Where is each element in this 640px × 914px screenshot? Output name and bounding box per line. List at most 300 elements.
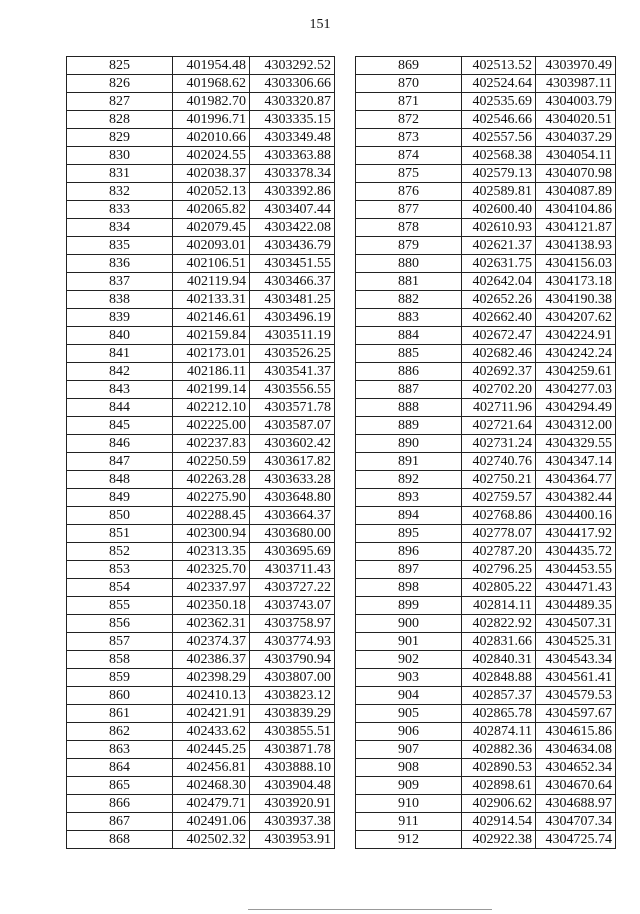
- table-row: [67, 75, 335, 93]
- table-row: [67, 309, 335, 327]
- x-coordinate: 402038.37: [173, 165, 250, 183]
- x-coordinate: 402805.22: [462, 579, 536, 597]
- x-coordinate: 402822.92: [462, 615, 536, 633]
- x-coordinate: 402065.82: [173, 201, 250, 219]
- x-coordinate: 402579.13: [462, 165, 536, 183]
- y-coordinate: 4304003.79: [536, 93, 616, 111]
- x-coordinate: 402300.94: [173, 525, 250, 543]
- point-number: 831: [67, 165, 173, 183]
- point-number: 881: [356, 273, 462, 291]
- table-row: [67, 165, 335, 183]
- point-number: 868: [67, 831, 173, 849]
- table-row: [67, 273, 335, 291]
- point-number: 836: [67, 255, 173, 273]
- table-row: [356, 75, 616, 93]
- table-row: [356, 255, 616, 273]
- table-row: [67, 111, 335, 129]
- x-coordinate: 402421.91: [173, 705, 250, 723]
- x-coordinate: 401982.70: [173, 93, 250, 111]
- x-coordinate: 402568.38: [462, 147, 536, 165]
- y-coordinate: 4304190.38: [536, 291, 616, 309]
- y-coordinate: 4303970.49: [536, 57, 616, 75]
- table-row: [356, 471, 616, 489]
- y-coordinate: 4304417.92: [536, 525, 616, 543]
- table-row: [67, 561, 335, 579]
- y-coordinate: 4304652.34: [536, 759, 616, 777]
- y-coordinate: 4304525.31: [536, 633, 616, 651]
- point-number: 852: [67, 543, 173, 561]
- x-coordinate: 402398.29: [173, 669, 250, 687]
- point-number: 844: [67, 399, 173, 417]
- y-coordinate: 4304020.51: [536, 111, 616, 129]
- x-coordinate: 402787.20: [462, 543, 536, 561]
- x-coordinate: 402692.37: [462, 363, 536, 381]
- x-coordinate: 402513.52: [462, 57, 536, 75]
- y-coordinate: 4303839.29: [250, 705, 335, 723]
- table-row: [356, 291, 616, 309]
- point-number: 851: [67, 525, 173, 543]
- point-number: 833: [67, 201, 173, 219]
- point-number: 870: [356, 75, 462, 93]
- x-coordinate: 402445.25: [173, 741, 250, 759]
- point-number: 909: [356, 777, 462, 795]
- x-coordinate: 402313.35: [173, 543, 250, 561]
- x-coordinate: 402362.31: [173, 615, 250, 633]
- y-coordinate: 4303633.28: [250, 471, 335, 489]
- point-number: 827: [67, 93, 173, 111]
- y-coordinate: 4303855.51: [250, 723, 335, 741]
- table-row: [67, 651, 335, 669]
- table-row: [356, 615, 616, 633]
- x-coordinate: 401954.48: [173, 57, 250, 75]
- table-row: [356, 237, 616, 255]
- point-number: 866: [67, 795, 173, 813]
- y-coordinate: 4304453.55: [536, 561, 616, 579]
- point-number: 899: [356, 597, 462, 615]
- y-coordinate: 4303496.19: [250, 309, 335, 327]
- y-coordinate: 4303758.97: [250, 615, 335, 633]
- point-number: 862: [67, 723, 173, 741]
- x-coordinate: 402119.94: [173, 273, 250, 291]
- table-row: [356, 795, 616, 813]
- point-number: 885: [356, 345, 462, 363]
- point-number: 826: [67, 75, 173, 93]
- y-coordinate: 4303711.43: [250, 561, 335, 579]
- point-number: 911: [356, 813, 462, 831]
- point-number: 907: [356, 741, 462, 759]
- point-number: 898: [356, 579, 462, 597]
- y-coordinate: 4303953.91: [250, 831, 335, 849]
- x-coordinate: 402093.01: [173, 237, 250, 255]
- point-number: 841: [67, 345, 173, 363]
- x-coordinate: 402814.11: [462, 597, 536, 615]
- x-coordinate: 402159.84: [173, 327, 250, 345]
- point-number: 903: [356, 669, 462, 687]
- x-coordinate: 402865.78: [462, 705, 536, 723]
- y-coordinate: 4303541.37: [250, 363, 335, 381]
- y-coordinate: 4303888.10: [250, 759, 335, 777]
- y-coordinate: 4304688.97: [536, 795, 616, 813]
- y-coordinate: 4304207.62: [536, 309, 616, 327]
- x-coordinate: 402731.24: [462, 435, 536, 453]
- table-row: [67, 759, 335, 777]
- table-row: [67, 615, 335, 633]
- y-coordinate: 4303871.78: [250, 741, 335, 759]
- x-coordinate: 402325.70: [173, 561, 250, 579]
- point-number: 856: [67, 615, 173, 633]
- y-coordinate: 4304087.89: [536, 183, 616, 201]
- point-number: 880: [356, 255, 462, 273]
- x-coordinate: 402337.97: [173, 579, 250, 597]
- point-number: 829: [67, 129, 173, 147]
- x-coordinate: 402662.40: [462, 309, 536, 327]
- table-row: [67, 57, 335, 75]
- y-coordinate: 4303790.94: [250, 651, 335, 669]
- y-coordinate: 4304507.31: [536, 615, 616, 633]
- point-number: 871: [356, 93, 462, 111]
- point-number: 865: [67, 777, 173, 795]
- x-coordinate: 402711.96: [462, 399, 536, 417]
- table-row: [356, 597, 616, 615]
- y-coordinate: 4303451.55: [250, 255, 335, 273]
- x-coordinate: 401996.71: [173, 111, 250, 129]
- table-row: [356, 741, 616, 759]
- x-coordinate: 402898.61: [462, 777, 536, 795]
- x-coordinate: 402079.45: [173, 219, 250, 237]
- x-coordinate: 402890.53: [462, 759, 536, 777]
- x-coordinate: 402642.04: [462, 273, 536, 291]
- table-row: [67, 705, 335, 723]
- point-number: 832: [67, 183, 173, 201]
- x-coordinate: 402922.38: [462, 831, 536, 849]
- point-number: 848: [67, 471, 173, 489]
- point-number: 873: [356, 129, 462, 147]
- table-row: [67, 471, 335, 489]
- x-coordinate: 402535.69: [462, 93, 536, 111]
- point-number: 896: [356, 543, 462, 561]
- point-number: 888: [356, 399, 462, 417]
- point-number: 863: [67, 741, 173, 759]
- table-row: [356, 381, 616, 399]
- y-coordinate: 4304400.16: [536, 507, 616, 525]
- point-number: 908: [356, 759, 462, 777]
- x-coordinate: 402831.66: [462, 633, 536, 651]
- point-number: 835: [67, 237, 173, 255]
- x-coordinate: 402621.37: [462, 237, 536, 255]
- table-row: [67, 435, 335, 453]
- point-number: 905: [356, 705, 462, 723]
- point-number: 864: [67, 759, 173, 777]
- table-row: [356, 579, 616, 597]
- y-coordinate: 4304670.64: [536, 777, 616, 795]
- coordinates-table-left: [66, 56, 335, 849]
- table-row: [67, 129, 335, 147]
- x-coordinate: 402212.10: [173, 399, 250, 417]
- point-number: 838: [67, 291, 173, 309]
- table-row: [356, 273, 616, 291]
- point-number: 853: [67, 561, 173, 579]
- table-row: [356, 831, 616, 849]
- x-coordinate: 402652.26: [462, 291, 536, 309]
- point-number: 860: [67, 687, 173, 705]
- x-coordinate: 402010.66: [173, 129, 250, 147]
- y-coordinate: 4303392.86: [250, 183, 335, 201]
- x-coordinate: 402133.31: [173, 291, 250, 309]
- table-row: [356, 489, 616, 507]
- table-row: [67, 291, 335, 309]
- table-row: [67, 219, 335, 237]
- point-number: 910: [356, 795, 462, 813]
- table-row: [356, 543, 616, 561]
- x-coordinate: 402882.36: [462, 741, 536, 759]
- x-coordinate: 402610.93: [462, 219, 536, 237]
- y-coordinate: 4303556.55: [250, 381, 335, 399]
- y-coordinate: 4303407.44: [250, 201, 335, 219]
- point-number: 883: [356, 309, 462, 327]
- y-coordinate: 4304070.98: [536, 165, 616, 183]
- y-coordinate: 4303378.34: [250, 165, 335, 183]
- point-number: 893: [356, 489, 462, 507]
- x-coordinate: 402263.28: [173, 471, 250, 489]
- x-coordinate: 402848.88: [462, 669, 536, 687]
- y-coordinate: 4304138.93: [536, 237, 616, 255]
- table-row: [356, 111, 616, 129]
- point-number: 861: [67, 705, 173, 723]
- x-coordinate: 402682.46: [462, 345, 536, 363]
- y-coordinate: 4303306.66: [250, 75, 335, 93]
- table-row: [67, 399, 335, 417]
- point-number: 842: [67, 363, 173, 381]
- table-row: [356, 633, 616, 651]
- x-coordinate: 402479.71: [173, 795, 250, 813]
- x-coordinate: 402759.57: [462, 489, 536, 507]
- y-coordinate: 4304382.44: [536, 489, 616, 507]
- x-coordinate: 402589.81: [462, 183, 536, 201]
- y-coordinate: 4304156.03: [536, 255, 616, 273]
- table-row: [67, 543, 335, 561]
- point-number: 872: [356, 111, 462, 129]
- coordinates-table-right: [355, 56, 616, 849]
- y-coordinate: 4303363.88: [250, 147, 335, 165]
- point-number: 894: [356, 507, 462, 525]
- y-coordinate: 4303511.19: [250, 327, 335, 345]
- y-coordinate: 4304329.55: [536, 435, 616, 453]
- table-row: [356, 651, 616, 669]
- table-row: [356, 453, 616, 471]
- point-number: 849: [67, 489, 173, 507]
- table-row: [356, 345, 616, 363]
- point-number: 895: [356, 525, 462, 543]
- point-number: 850: [67, 507, 173, 525]
- y-coordinate: 4303727.22: [250, 579, 335, 597]
- table-row: [67, 813, 335, 831]
- table-row: [67, 831, 335, 849]
- point-number: 840: [67, 327, 173, 345]
- table-row: [67, 381, 335, 399]
- y-coordinate: 4303807.00: [250, 669, 335, 687]
- y-coordinate: 4304489.35: [536, 597, 616, 615]
- x-coordinate: 402386.37: [173, 651, 250, 669]
- point-number: 900: [356, 615, 462, 633]
- point-number: 845: [67, 417, 173, 435]
- table-row: [356, 147, 616, 165]
- point-number: 859: [67, 669, 173, 687]
- x-coordinate: 402275.90: [173, 489, 250, 507]
- table-row: [356, 57, 616, 75]
- x-coordinate: 402225.00: [173, 417, 250, 435]
- table-row: [356, 219, 616, 237]
- y-coordinate: 4304173.18: [536, 273, 616, 291]
- x-coordinate: 402906.62: [462, 795, 536, 813]
- table-row: [356, 723, 616, 741]
- x-coordinate: 402288.45: [173, 507, 250, 525]
- table-row: [67, 723, 335, 741]
- x-coordinate: 402631.75: [462, 255, 536, 273]
- y-coordinate: 4304725.74: [536, 831, 616, 849]
- y-coordinate: 4303664.37: [250, 507, 335, 525]
- point-number: 876: [356, 183, 462, 201]
- y-coordinate: 4304364.77: [536, 471, 616, 489]
- table-row: [356, 777, 616, 795]
- table-row: [356, 363, 616, 381]
- table-row: [67, 489, 335, 507]
- y-coordinate: 4304579.53: [536, 687, 616, 705]
- x-coordinate: 402052.13: [173, 183, 250, 201]
- table-row: [67, 525, 335, 543]
- point-number: 825: [67, 57, 173, 75]
- point-number: 889: [356, 417, 462, 435]
- x-coordinate: 402702.20: [462, 381, 536, 399]
- y-coordinate: 4304312.00: [536, 417, 616, 435]
- table-row: [67, 255, 335, 273]
- point-number: 834: [67, 219, 173, 237]
- table-row: [67, 579, 335, 597]
- table-row: [356, 507, 616, 525]
- x-coordinate: 402024.55: [173, 147, 250, 165]
- x-coordinate: 402468.30: [173, 777, 250, 795]
- point-number: 858: [67, 651, 173, 669]
- y-coordinate: 4304435.72: [536, 543, 616, 561]
- table-row: [356, 687, 616, 705]
- x-coordinate: 402237.83: [173, 435, 250, 453]
- table-row: [356, 759, 616, 777]
- y-coordinate: 4303602.42: [250, 435, 335, 453]
- table-row: [356, 705, 616, 723]
- x-coordinate: 402721.64: [462, 417, 536, 435]
- y-coordinate: 4304224.91: [536, 327, 616, 345]
- table-row: [356, 93, 616, 111]
- y-coordinate: 4303937.38: [250, 813, 335, 831]
- point-number: 869: [356, 57, 462, 75]
- point-number: 878: [356, 219, 462, 237]
- table-row: [356, 435, 616, 453]
- table-row: [67, 201, 335, 219]
- table-row: [356, 201, 616, 219]
- x-coordinate: 402199.14: [173, 381, 250, 399]
- y-coordinate: 4304259.61: [536, 363, 616, 381]
- point-number: 890: [356, 435, 462, 453]
- point-number: 904: [356, 687, 462, 705]
- x-coordinate: 402857.37: [462, 687, 536, 705]
- table-row: [356, 813, 616, 831]
- point-number: 884: [356, 327, 462, 345]
- table-row: [356, 669, 616, 687]
- x-coordinate: 402874.11: [462, 723, 536, 741]
- x-coordinate: 402796.25: [462, 561, 536, 579]
- y-coordinate: 4304242.24: [536, 345, 616, 363]
- y-coordinate: 4304597.67: [536, 705, 616, 723]
- y-coordinate: 4304054.11: [536, 147, 616, 165]
- x-coordinate: 402840.31: [462, 651, 536, 669]
- y-coordinate: 4303743.07: [250, 597, 335, 615]
- x-coordinate: 402914.54: [462, 813, 536, 831]
- y-coordinate: 4303987.11: [536, 75, 616, 93]
- point-number: 906: [356, 723, 462, 741]
- point-number: 847: [67, 453, 173, 471]
- footer-rule: [248, 909, 492, 910]
- y-coordinate: 4304294.49: [536, 399, 616, 417]
- y-coordinate: 4303823.12: [250, 687, 335, 705]
- x-coordinate: 402546.66: [462, 111, 536, 129]
- point-number: 857: [67, 633, 173, 651]
- point-number: 897: [356, 561, 462, 579]
- x-coordinate: 402350.18: [173, 597, 250, 615]
- page-number: 151: [309, 17, 331, 32]
- x-coordinate: 402672.47: [462, 327, 536, 345]
- point-number: 874: [356, 147, 462, 165]
- point-number: 892: [356, 471, 462, 489]
- x-coordinate: 402456.81: [173, 759, 250, 777]
- point-number: 830: [67, 147, 173, 165]
- point-number: 855: [67, 597, 173, 615]
- point-number: 854: [67, 579, 173, 597]
- x-coordinate: 402374.37: [173, 633, 250, 651]
- table-row: [356, 327, 616, 345]
- y-coordinate: 4303587.07: [250, 417, 335, 435]
- x-coordinate: 402106.51: [173, 255, 250, 273]
- y-coordinate: 4303695.69: [250, 543, 335, 561]
- y-coordinate: 4304037.29: [536, 129, 616, 147]
- table-row: [356, 309, 616, 327]
- point-number: 839: [67, 309, 173, 327]
- y-coordinate: 4303774.93: [250, 633, 335, 651]
- x-coordinate: 401968.62: [173, 75, 250, 93]
- table-row: [67, 183, 335, 201]
- table-row: [356, 417, 616, 435]
- table-row: [67, 237, 335, 255]
- point-number: 837: [67, 273, 173, 291]
- y-coordinate: 4304277.03: [536, 381, 616, 399]
- y-coordinate: 4303526.25: [250, 345, 335, 363]
- point-number: 828: [67, 111, 173, 129]
- table-row: [356, 165, 616, 183]
- y-coordinate: 4303680.00: [250, 525, 335, 543]
- y-coordinate: 4303335.15: [250, 111, 335, 129]
- table-row: [67, 93, 335, 111]
- table-row: [356, 129, 616, 147]
- table-row: [67, 363, 335, 381]
- x-coordinate: 402778.07: [462, 525, 536, 543]
- point-number: 882: [356, 291, 462, 309]
- x-coordinate: 402750.21: [462, 471, 536, 489]
- y-coordinate: 4303292.52: [250, 57, 335, 75]
- y-coordinate: 4303571.78: [250, 399, 335, 417]
- table-row: [67, 417, 335, 435]
- x-coordinate: 402146.61: [173, 309, 250, 327]
- x-coordinate: 402524.64: [462, 75, 536, 93]
- x-coordinate: 402768.86: [462, 507, 536, 525]
- table-row: [67, 633, 335, 651]
